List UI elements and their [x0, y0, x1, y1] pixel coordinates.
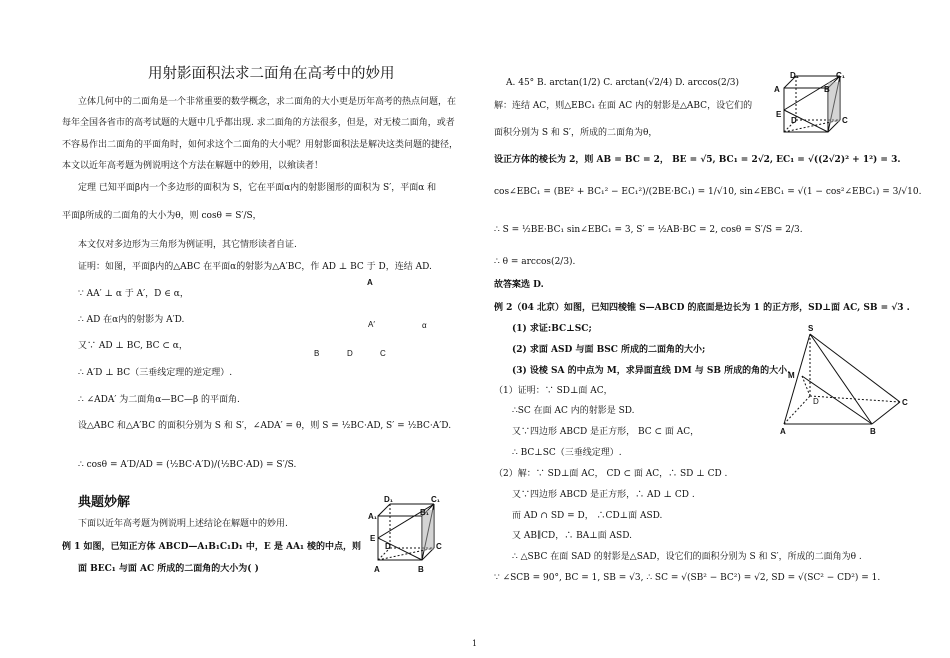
plane-fig-label: D: [347, 349, 353, 358]
pyramid-label: D: [813, 397, 819, 406]
proof-2-line: ∴ BC⊥SC（三垂线定理）.: [512, 448, 622, 458]
solution-line: 面积分别为 S 和 S′，所成的二面角为θ，: [494, 128, 658, 138]
cube-label: C: [842, 116, 848, 125]
cube-label: E: [370, 534, 376, 543]
proof-line: 证明：如图，平面β内的△ABC 在平面α的射影为△A′BC，作 AD ⊥ BC 于 D，连结 AD.: [78, 262, 432, 272]
cube-figure-right: [772, 70, 852, 150]
cube-label: D₁: [790, 71, 800, 80]
examples-intro: 下面以近年高考题为例说明上述结论在解题中的妙用.: [78, 519, 288, 529]
answer-options: A. 45° B. arctan(1/2) C. arctan(√2/4) D. arccos(2/3): [506, 78, 740, 88]
solution-line: ∴ S = ½BE·BC₁ sin∠EBC₁ = 3, S′ = ½AB·BC = 2, cosθ = S′/S = 2/3.: [494, 225, 803, 235]
plane-fig-label: B: [314, 349, 320, 358]
proof-line: 又∵ AD ⊥ BC, BC ⊂ α，: [78, 341, 188, 351]
cube-label: B: [824, 85, 830, 94]
proof-line: ∴ AD 在α内的射影为 A′D.: [78, 315, 185, 325]
proof-2-line: ∴SC 在面 AC 内的射影是 SD.: [512, 406, 635, 416]
theorem-line: 定理 已知平面β内一个多边形的面积为 S，它在平面α内的射影图形的面积为 S′，平面α 和: [78, 183, 437, 193]
proof-line: ∴ A′D ⊥ BC（三垂线定理的逆定理）.: [78, 368, 233, 378]
intro-line: 立体几何中的二面角是一个非常重要的数学概念，求二面角的大小更是历年高考的热点问题，在: [78, 97, 457, 107]
plane-projection-figure: [300, 276, 450, 366]
intro-line: 本文以近年高考题为例说明这个方法在解题中的妙用，以飨读者！: [62, 161, 324, 171]
solution-answer: 故答案选 D.: [494, 280, 544, 290]
proof-2-line: 又 AB∥CD，∴ BA⊥面 ASD.: [512, 531, 632, 541]
solution-line: cos∠EBC₁ = (BE² + BC₁² − EC₁²)/(2BE·BC₁) = 1/√10, sin∠EBC₁ = √(1 − cos²∠EBC₁) = 3/√10.: [494, 187, 922, 197]
cube-label: D₁: [384, 495, 394, 504]
plane-fig-label: C: [380, 349, 386, 358]
proof-line: 设△ABC 和△A′BC 的面积分别为 S 和 S′，∠ADA′ = θ，则 S = ½BC·AD, S′ = ½BC·A′D.: [78, 421, 452, 431]
cube-label: D: [791, 116, 797, 125]
proof-2-line: （2）解：∵ SD⊥面 AC， CD ⊂ 面 AC，∴ SD ⊥ CD .: [494, 469, 728, 479]
example-2-question: (1) 求证:BC⊥SC;: [512, 324, 592, 334]
pyramid-figure: [780, 324, 930, 439]
proof-line: ∵ AA′ ⊥ α 于 A′，D ∈ α，: [78, 289, 189, 299]
intro-line: 每年全国各省市的高考试题的大题中几乎都出现. 求二面角的方法很多，但是，对无棱二面角，或者: [62, 118, 455, 128]
cube-label: A₁: [368, 512, 378, 521]
intro-line: 不容易作出二面角的平面角时，如何求这个二面角的大小呢？用射影面积法是解决这类问题的捷径，: [62, 140, 459, 150]
pyramid-label: M: [788, 371, 795, 380]
cube-label: C₁: [431, 495, 441, 504]
proof-2-line: （1）证明：∵ SD⊥面 AC，: [494, 386, 613, 396]
proof-intro: 本文仅对多边形为三角形为例证明，其它情形读者自证.: [78, 240, 297, 250]
example-2-question: (3) 设棱 SA 的中点为 M，求异面直线 DM 与 SB 所成的角的大小.: [512, 366, 791, 376]
solution-line: ∴ θ = arccos(2/3).: [494, 257, 576, 267]
example-1-line: 例 1 如图，已知正方体 ABCD—A₁B₁C₁D₁ 中，E 是 AA₁ 棱的中点，则: [62, 542, 362, 552]
proof-2-line: ∴ △SBC 在面 SAD 的射影是△SAD，设它们的面积分别为 S 和 S′，所成的二面角为θ .: [512, 552, 862, 562]
proof-2-line: 又∵四边形 ABCD 是正方形， BC ⊂ 面 AC，: [512, 427, 700, 437]
plane-fig-label: A′: [368, 320, 375, 329]
proof-line: ∴ ∠ADA′ 为二面角α—BC—β 的平面角.: [78, 395, 240, 405]
proof-2-line: 而 AD ∩ SD = D， ∴CD⊥面 ASD.: [512, 511, 663, 521]
page-title: 用射影面积法求二面角在高考中的妙用: [148, 66, 395, 82]
cube-label: A: [774, 85, 780, 94]
cube-label: C: [436, 542, 442, 551]
cube-label: A: [374, 565, 380, 574]
plane-fig-label: A: [367, 278, 373, 287]
pyramid-label: S: [808, 324, 814, 333]
cube-label: E: [776, 110, 782, 119]
cube-label: C₁: [836, 71, 846, 80]
proof-conclusion: ∴ cosθ = A′D/AD = (½BC·A′D)/(½BC·AD) = S′/S.: [78, 460, 297, 470]
example-2-line: 例 2（04 北京）如图，已知四棱锥 S—ABCD 的底面是边长为 1 的正方形，SD⊥面 AC, SB = √3 .: [494, 303, 910, 313]
example-2-question: (2) 求面 ASD 与面 BSC 所成的二面角的大小;: [512, 345, 706, 355]
theorem-line: 平面β所成的二面角的大小为θ，则 cosθ = S′/S，: [62, 211, 262, 221]
pyramid-label: A: [780, 427, 786, 436]
cube-label: D: [385, 542, 391, 551]
example-1-line: 面 BEC₁ 与面 AC 所成的二面角的大小为( ): [78, 564, 259, 574]
cube-label: B₁: [420, 508, 430, 517]
plane-fig-label: α: [422, 321, 427, 330]
proof-2-line: 又∵四边形 ABCD 是正方形，∴ AD ⊥ CD .: [512, 490, 695, 500]
cube-label: B: [418, 565, 424, 574]
section-heading: 典题妙解: [78, 495, 131, 510]
proof-2-line: ∵ ∠SCB = 90°, BC = 1, SB = √3, ∴ SC = √(SB² − BC²) = √2, SD = √(SC² − CD²) = 1.: [494, 573, 881, 583]
solution-line: 设正方体的棱长为 2，则 AB = BC = 2， BE = √5, BC₁ = 2√2, EC₁ = √((2√2)² + 1²) = 3.: [494, 155, 901, 165]
pyramid-label: C: [902, 398, 908, 407]
pyramid-label: B: [870, 427, 876, 436]
page-number: 1: [472, 639, 478, 648]
cube-figure: [366, 495, 446, 578]
solution-line: 解：连结 AC，则△EBC₁ 在面 AC 内的射影是△ABC，设它们的: [494, 101, 753, 111]
